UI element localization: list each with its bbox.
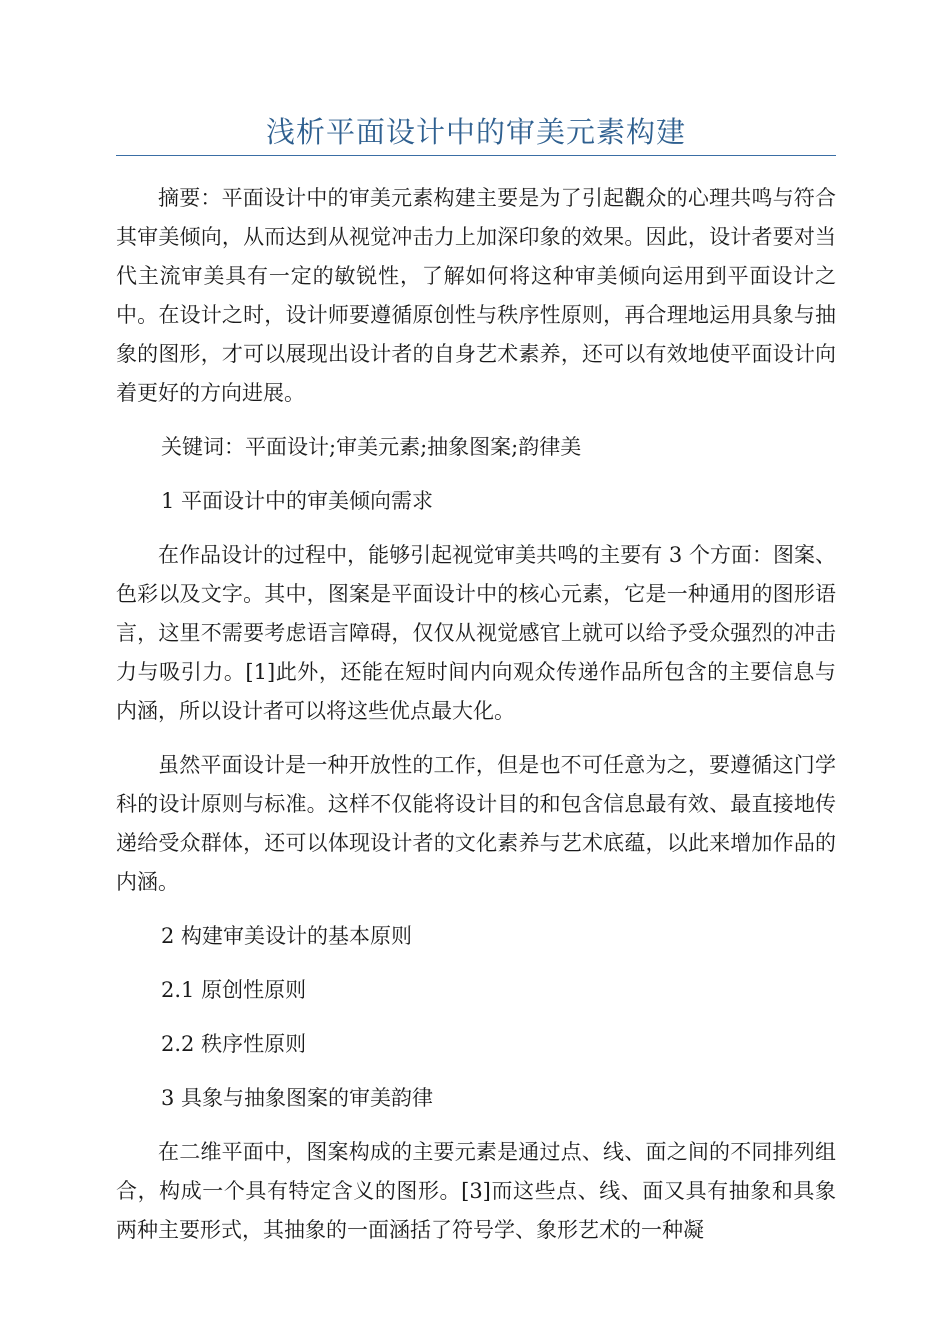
section-2-2-heading: 2.2 秩序性原则 [161, 1032, 307, 1056]
section-3-heading: 3 具象与抽象图案的审美韵律 [161, 1086, 434, 1110]
title-underline [116, 155, 836, 156]
document-title: 浅析平面设计中的审美元素构建 [265, 115, 686, 149]
section-2-heading: 2 构建审美设计的基本原则 [161, 924, 413, 948]
section-1-paragraph-1: 在作品设计的过程中，能够引起视觉审美共鸣的主要有 3 个方面：图案、色彩以及文字。其中，图案是平面设计中的核心元素，它是一种通用的图形语言，这里不需要考虑语言障碍，仅仅从视觉感官上就可以给予受众强烈的冲击力与吸引力。[1]此外，还能在短时间内向观众传递作品所包含的主要信息与内涵，所以设计者可以将这些优点最大化。 [116, 543, 836, 723]
section-3-paragraph-1: 在二维平面中，图案构成的主要元素是通过点、线、面之间的不同排列组合，构成一个具有特定含义的图形。[3]而这些点、线、面又具有抽象和具象两种主要形式，其抽象的一面涵括了符号学、象形艺术的一种凝 [116, 1140, 836, 1242]
keywords-line: 关键词：平面设计;审美元素;抽象图案;韵律美 [161, 435, 582, 459]
document-page [116, 0, 836, 1250]
abstract-paragraph: 摘要：平面设计中的审美元素构建主要是为了引起觀众的心理共鸣与符合其审美倾向，从而达到从视觉冲击力上加深印象的效果。因此，设计者要对当代主流审美具有一定的敏锐性，了解如何将这种审美倾向运用到平面设计之中。在设计之时，设计师要遵循原创性与秩序性原则，再合理地运用具象与抽象的图形，才可以展现出设计者的自身艺术素养，还可以有效地使平面设计向着更好的方向进展。 [116, 186, 836, 405]
section-1-heading: 1 平面设计中的审美倾向需求 [161, 489, 434, 513]
section-2-1-heading: 2.1 原创性原则 [161, 978, 307, 1002]
section-1-paragraph-2: 虽然平面设计是一种开放性的工作，但是也不可任意为之，要遵循这门学科的设计原则与标准。这样不仅能将设计目的和包含信息最有效、最直接地传递给受众群体，还可以体现设计者的文化素养与艺术底蕴，以此来增加作品的内涵。 [116, 753, 836, 894]
